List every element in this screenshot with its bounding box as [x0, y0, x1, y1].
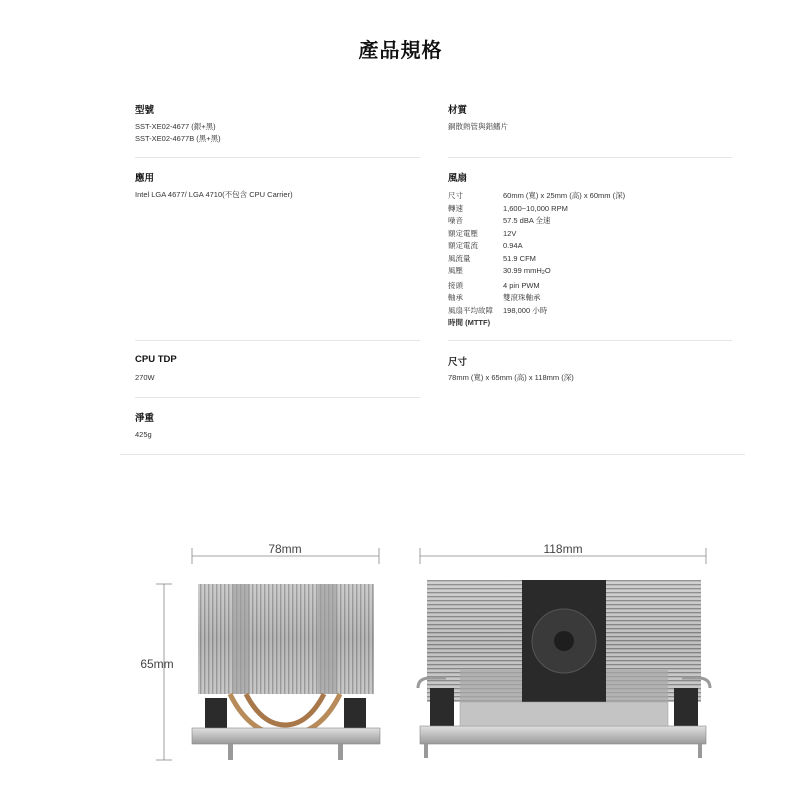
- fan-spec-row: [448, 265, 625, 280]
- height-label: 65mm: [140, 657, 174, 671]
- weight-value: 425g: [135, 430, 152, 439]
- fan-spec-key: 軸承: [448, 293, 463, 302]
- fan-spec-key: 風壓: [448, 266, 463, 275]
- fan-spec-key: 轉速: [448, 203, 463, 213]
- fan-spec-key: 風流量: [448, 253, 471, 263]
- fan-spec-row: [448, 215, 625, 228]
- fan-spec-row: [448, 253, 625, 266]
- weight-label: 淨重: [135, 413, 155, 424]
- fan-spec-row: [448, 228, 625, 241]
- fan-spec-value: 12V: [503, 228, 517, 238]
- fan-spec-key: 額定電流: [448, 241, 478, 250]
- fan-spec-key: 接頭: [448, 280, 463, 290]
- fan-spec-value: 雙滾珠軸承: [503, 293, 541, 302]
- dimension-label: 尺寸: [448, 357, 468, 368]
- tdp-label: CPU TDP: [135, 354, 177, 365]
- application-label: 應用: [135, 173, 155, 184]
- application-value: Intel LGA 4677/ LGA 4710(不包含 CPU Carrier): [135, 190, 293, 199]
- fan-label: 風扇: [448, 173, 468, 184]
- dimension-value: 78mm (寬) x 65mm (高) x 118mm (深): [448, 373, 574, 382]
- fan-spec-value: 4 pin PWM: [503, 280, 540, 290]
- depth-label: 118mm: [543, 542, 583, 556]
- width-label: 78mm: [268, 542, 302, 556]
- divider: [135, 340, 420, 341]
- fan-spec-row: [448, 203, 625, 216]
- cooler-front-view: [192, 584, 380, 760]
- fan-spec-key: 噪音: [448, 216, 463, 225]
- divider: [135, 157, 420, 158]
- fan-spec-row: [448, 317, 625, 330]
- pressure-subscript: 2: [541, 270, 545, 276]
- divider: [135, 397, 420, 398]
- fan-spec-row: [448, 280, 625, 293]
- fan-spec-key: 尺寸: [448, 191, 463, 200]
- divider: [448, 157, 732, 158]
- divider: [448, 340, 732, 341]
- fan-spec-value: 51.9 CFM: [503, 253, 536, 263]
- pressure-value: 30.99 mmH: [503, 266, 542, 275]
- fan-spec-row: [448, 292, 625, 305]
- height-dimension-line: [156, 584, 172, 760]
- fan-spec-key: 風扇平均故障: [448, 305, 493, 315]
- model-line-2: SST-XE02-4677B (黑+黑): [135, 134, 221, 143]
- fan-spec-key: 額定電壓: [448, 228, 478, 238]
- fan-spec-value: 0.94A: [503, 241, 523, 250]
- fan-spec-value: 198,000 小時: [503, 305, 548, 315]
- fan-spec-value: 1,600~10,000 RPM: [503, 203, 568, 213]
- fan-spec-row: [448, 305, 625, 318]
- model-label: 型號: [135, 105, 155, 116]
- cooler-side-view: [418, 580, 710, 758]
- material-value: 銅散熱管與鋁鰭片: [448, 122, 508, 131]
- material-label: 材質: [448, 105, 468, 116]
- section-divider: [120, 454, 745, 455]
- dimension-diagram: [0, 520, 801, 770]
- fan-spec-row: [448, 190, 625, 203]
- fan-spec-row: [448, 240, 625, 253]
- tdp-value: 270W: [135, 373, 155, 382]
- pressure-unit-tail: O: [544, 266, 551, 275]
- model-line-1: SST-XE02-4677 (銀+黑): [135, 122, 216, 131]
- fan-spec-value: 57.5 dBA 全速: [503, 216, 551, 225]
- fan-spec-value: 60mm (寬) x 25mm (高) x 60mm (深): [503, 191, 626, 200]
- fan-spec-table: [448, 190, 625, 330]
- page-title: 產品規格: [358, 40, 443, 62]
- fan-spec-key-continued: 時間 (MTTF): [448, 318, 491, 327]
- fan-spec-value: [503, 265, 625, 280]
